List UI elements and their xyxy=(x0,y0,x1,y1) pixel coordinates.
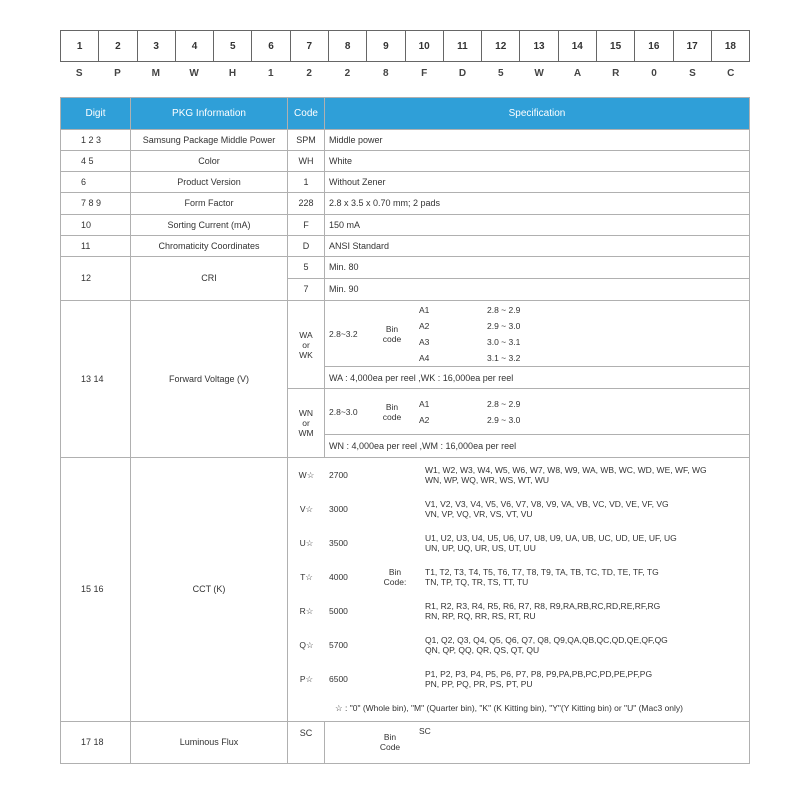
digit-cell: 2 xyxy=(98,31,136,61)
code-letter: W xyxy=(534,68,544,79)
digit-cell: 7 xyxy=(290,31,328,61)
row-pkg: Form Factor xyxy=(131,193,288,214)
cct-bins-line: PN, PP, PQ, PR, PS, PT, PU xyxy=(425,679,533,690)
code-letter: F xyxy=(421,68,428,79)
code-letter: H xyxy=(228,68,237,79)
table-row xyxy=(61,214,750,235)
fv-note-a: WA : 4,000ea per reel ,WK : 16,000ea per reel xyxy=(325,367,750,389)
digit-cell: 17 xyxy=(673,31,711,61)
digit-cell: 18 xyxy=(711,31,749,61)
table-row-fv-a xyxy=(61,300,750,366)
cct-bins-line: W1, W2, W3, W4, W5, W6, W7, W8, W9, WA, WB, WC, WD, WE, WF, WG xyxy=(425,465,707,476)
digit-position-strip xyxy=(60,30,750,62)
cct-bins-line: WN, WP, WQ, WR, WS, WT, WU xyxy=(425,475,550,486)
cct-bins-line: UN, UP, UQ, UR, US, UT, UU xyxy=(425,543,536,554)
fv-bin-label-a: Bin code xyxy=(382,323,402,344)
code-letter: 0 xyxy=(651,68,657,79)
cct-bins xyxy=(421,628,749,662)
digit-cell: 5 xyxy=(213,31,251,61)
fv-note-b: WN : 4,000ea per reel ,WM : 16,000ea per reel xyxy=(325,435,750,457)
row-pkg: CCT (K) xyxy=(131,457,288,721)
row-digit: 6 xyxy=(61,172,131,193)
row-code: WH xyxy=(288,151,325,172)
code-letter: 2 xyxy=(306,68,312,79)
bin-value: 3.0 ~ 3.1 xyxy=(487,336,521,347)
cct-temp: 5000 xyxy=(329,606,348,617)
table-row-flux xyxy=(61,721,750,763)
digit-cell: 13 xyxy=(519,31,557,61)
table-row xyxy=(61,172,750,193)
code-letter: S xyxy=(689,68,696,79)
code-letter: P xyxy=(114,68,121,79)
digit-cell: 15 xyxy=(596,31,634,61)
bin-id: A2 xyxy=(419,414,430,425)
row-pkg: CRI xyxy=(131,256,288,300)
bin-id: A2 xyxy=(419,320,430,331)
digit-cell: 3 xyxy=(137,31,175,61)
bin-value: 2.8 ~ 2.9 xyxy=(487,398,521,409)
table-row xyxy=(61,130,750,151)
row-spec: Min. 90 xyxy=(325,278,750,300)
digit-cell: 9 xyxy=(366,31,404,61)
row-digit: 11 xyxy=(61,235,131,256)
header-pkg-info: PKG Information xyxy=(131,98,288,130)
table-row-cri xyxy=(61,256,750,278)
cct-note: ☆ : "0" (Whole bin), "M" (Quarter bin), "K" (K Kitting bin), "Y"(Y Kitting bin) or "U" (Mac3 only) xyxy=(335,702,683,713)
cct-bins-line: Q1, Q2, Q3, Q4, Q5, Q6, Q7, Q8, Q9,QA,QB,QC,QD,QE,QF,QG xyxy=(425,635,668,646)
fv-code-a: WA or WK xyxy=(288,300,325,388)
bin-value: 2.9 ~ 3.0 xyxy=(487,414,521,425)
code-letter: 1 xyxy=(268,68,274,79)
row-spec: ANSI Standard xyxy=(325,235,750,256)
row-spec: Middle power xyxy=(325,130,750,151)
cct-bins-line: VN, VP, VQ, VR, VS, VT, VU xyxy=(425,509,533,520)
cct-bins-line: T1, T2, T3, T4, T5, T6, T7, T8, T9, TA, TB, TC, TD, TE, TF, TG xyxy=(425,567,659,578)
spec-table xyxy=(60,97,750,764)
row-code: F xyxy=(288,214,325,235)
code-letter: W xyxy=(189,68,199,79)
bin-id: A1 xyxy=(419,304,430,315)
digit-cell: 4 xyxy=(175,31,213,61)
cct-bins-line: R1, R2, R3, R4, R5, R6, R7, R8, R9,RA,RB,RC,RD,RE,RF,RG xyxy=(425,601,661,612)
cct-block xyxy=(288,457,750,721)
row-pkg: Samsung Package Middle Power xyxy=(131,130,288,151)
digit-cell: 11 xyxy=(443,31,481,61)
digit-cell: 10 xyxy=(405,31,443,61)
cct-temp: 3500 xyxy=(329,538,348,549)
cct-bins xyxy=(421,492,749,526)
code-letter: R xyxy=(612,68,620,79)
row-pkg: Sorting Current (mA) xyxy=(131,214,288,235)
row-digit: 17 18 xyxy=(61,721,131,763)
bin-id: A3 xyxy=(419,336,430,347)
table-header-row xyxy=(61,98,750,130)
cct-bins-line: U1, U2, U3, U4, U5, U6, U7, U8, U9, UA, UB, UC, UD, UE, UF, UG xyxy=(425,533,677,544)
row-code: SPM xyxy=(288,130,325,151)
bin-value: 3.1 ~ 3.2 xyxy=(487,352,521,363)
table-row xyxy=(61,193,750,214)
row-spec: Without Zener xyxy=(325,172,750,193)
cct-temp: 5700 xyxy=(329,640,348,651)
row-code: 5 xyxy=(288,256,325,278)
cct-code: Q☆ xyxy=(299,639,314,650)
row-pkg: Color xyxy=(131,151,288,172)
code-letter: 2 xyxy=(344,68,351,79)
header-specification: Specification xyxy=(325,98,750,130)
bin-value: 2.9 ~ 3.0 xyxy=(487,320,521,331)
cct-bins xyxy=(421,560,749,594)
row-pkg: Product Version xyxy=(131,172,288,193)
bin-id: A1 xyxy=(419,398,430,409)
fv-vals-a xyxy=(487,301,749,366)
code-letter: 8 xyxy=(383,68,389,79)
cct-temp: 2700 xyxy=(329,470,348,481)
cct-bins xyxy=(421,662,749,696)
cct-temp: 4000 xyxy=(329,572,348,583)
row-digit: 13 14 xyxy=(61,300,131,457)
row-digit: 4 5 xyxy=(61,151,131,172)
cct-bins-line: QN, QP, QQ, QR, QS, QT, QU xyxy=(425,645,540,656)
cct-bins xyxy=(421,458,749,492)
fv-bins-a xyxy=(415,301,487,366)
fv-group-b xyxy=(325,389,750,435)
code-letter: A xyxy=(573,68,582,79)
code-letter: 5 xyxy=(497,68,504,79)
row-spec: 150 mA xyxy=(325,214,750,235)
digit-cell: 16 xyxy=(634,31,672,61)
cct-code: U☆ xyxy=(299,537,314,548)
fv-bins-b xyxy=(415,389,487,434)
flux-bin-value: SC xyxy=(419,725,431,736)
code-letter: D xyxy=(458,68,467,79)
cct-bins-line: TN, TP, TQ, TR, TS, TT, TU xyxy=(425,577,529,588)
cct-temp: 6500 xyxy=(329,674,348,685)
row-digit: 1 2 3 xyxy=(61,130,131,151)
digit-cell: 8 xyxy=(328,31,366,61)
cct-code: R☆ xyxy=(299,605,314,616)
header-code: Code xyxy=(288,98,325,130)
row-pkg: Chromaticity Coordinates xyxy=(131,235,288,256)
fv-range-b: 2.8~3.0 xyxy=(329,406,358,417)
cct-bins xyxy=(421,526,749,560)
table-row-cct xyxy=(61,457,750,721)
fv-vals-b xyxy=(487,389,749,434)
cct-code: T☆ xyxy=(300,571,313,582)
cct-bins-line: RN, RP, RQ, RR, RS, RT, RU xyxy=(425,611,536,622)
table-row xyxy=(61,151,750,172)
row-code: D xyxy=(288,235,325,256)
code-letter: S xyxy=(75,68,83,79)
digit-cell: 1 xyxy=(76,40,83,52)
fv-code-b: WN or WM xyxy=(288,389,325,457)
bin-id: A4 xyxy=(419,352,430,363)
row-spec: 2.8 x 3.5 x 0.70 mm; 2 pads xyxy=(325,193,750,214)
cct-bins-line: P1, P2, P3, P4, P5, P6, P7, P8, P9,PA,PB,PC,PD,PE,PF,PG xyxy=(425,669,653,680)
cct-temp: 3000 xyxy=(329,504,348,515)
digit-cell: 14 xyxy=(558,31,596,61)
digit-cell: 12 xyxy=(481,31,519,61)
row-digit: 10 xyxy=(61,214,131,235)
fv-range-a: 2.8~3.2 xyxy=(329,328,358,339)
table-row xyxy=(61,235,750,256)
row-digit: 15 16 xyxy=(61,457,131,721)
row-code: 228 xyxy=(288,193,325,214)
fv-bin-label-b: Bin code xyxy=(382,401,402,422)
cct-code: P☆ xyxy=(299,673,314,684)
cct-code: W☆ xyxy=(298,469,315,480)
row-code: SC xyxy=(288,721,325,763)
row-code: 7 xyxy=(288,278,325,300)
cct-code: V☆ xyxy=(299,503,314,514)
flux-bin-label: Bin Code xyxy=(379,732,401,753)
header-digit: Digit xyxy=(61,98,131,130)
row-code: 1 xyxy=(288,172,325,193)
flux-spec xyxy=(325,721,750,763)
row-spec: Min. 80 xyxy=(325,256,750,278)
row-digit: 7 8 9 xyxy=(61,193,131,214)
cct-bins-line: V1, V2, V3, V4, V5, V6, V7, V8, V9, VA, VB, VC, VD, VE, VF, VG xyxy=(425,499,669,510)
code-letter-strip xyxy=(60,68,750,84)
row-digit: 12 xyxy=(61,256,131,300)
digit-cell: 6 xyxy=(251,31,289,61)
fv-group-a xyxy=(325,300,750,366)
code-letter: M xyxy=(151,68,160,79)
cct-bins xyxy=(421,594,749,628)
cct-bin-label: Bin Code: xyxy=(383,567,407,588)
row-spec: White xyxy=(325,151,750,172)
code-letter: C xyxy=(727,68,735,79)
bin-value: 2.8 ~ 2.9 xyxy=(487,304,521,315)
row-pkg: Luminous Flux xyxy=(131,721,288,763)
row-pkg: Forward Voltage (V) xyxy=(131,300,288,457)
